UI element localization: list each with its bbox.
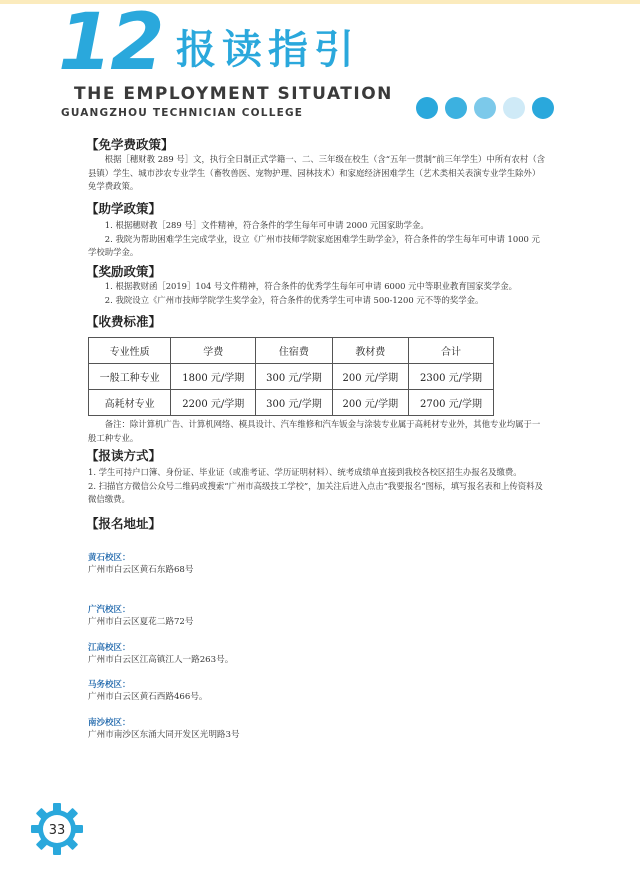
aid-item: 2. 我院为帮助困难学生完成学业，设立《广州市技师学院家庭困难学生助学金》，符合条件的学生每年可申请 1000 元学校助学金。: [88, 233, 540, 257]
table-row: [89, 364, 494, 390]
campus-address: 广州市白云区黄石西路466号。: [88, 692, 208, 702]
fee-note: [88, 418, 548, 445]
column-header: 学费: [171, 338, 256, 364]
campus-address: 广州市南沙区东涌大同开发区光明路3号: [88, 730, 240, 740]
fee-table: [88, 337, 494, 416]
campus-name: 马务校区：: [88, 680, 131, 690]
campus-address: 广州市白云区江高镇江人一路263号。: [88, 655, 234, 665]
column-header: 教材费: [332, 338, 408, 364]
dot-icon: [503, 97, 525, 119]
table-cell: 一般工种专业: [89, 364, 171, 390]
campus-name: 黄石校区：: [88, 553, 131, 563]
table-cell: 200 元/学期: [332, 390, 408, 416]
campus-name: 南沙校区：: [88, 718, 131, 728]
section-heading-aid: 【助学政策】: [86, 201, 162, 216]
column-header: 合计: [409, 338, 494, 364]
table-cell: 2700 元/学期: [409, 390, 494, 416]
section-heading-scholarship: 【奖励政策】: [86, 264, 162, 279]
chapter-number: 12: [58, 0, 163, 88]
gear-icon: [30, 802, 84, 856]
aid-policy-list: [88, 219, 548, 260]
page-title: 报读指引: [176, 27, 360, 73]
scholarship-policy-list: [88, 280, 548, 307]
section-heading-fees: 【收费标准】: [86, 314, 162, 329]
apply-method-list: [88, 466, 548, 507]
dot-icon: [445, 97, 467, 119]
table-cell: 300 元/学期: [256, 390, 332, 416]
fee-note-text: 备注：除计算机广告、计算机网络、模具设计、汽车维修和汽车钣金与涂装专业属于高耗材专业外，其他专业均属于一般工种专业。: [88, 419, 541, 443]
apply-item: 1. 学生可持户口簿、身份证、毕业证（或准考证、学历证明材料）、统考成绩单直接到我校各校区招生办报名及缴费。: [88, 467, 522, 477]
tuition-paragraph: 根据［穗财教 289 号］文，执行全日制正式学籍一、二、三年级在校生（含“五年一贯制”前三年学生）中所有农村（含县镇）学生、城市涉农专业学生（畜牧兽医、宠物护理、园林技术）和家庭经济困难学生（艺术类相关表演专业学生除外）免学费政策。: [88, 154, 546, 191]
scholarship-item: 2. 我院设立《广州市技师学院学生奖学金》，符合条件的优秀学生可申请 500-1200 元不等的奖学金。: [104, 294, 484, 305]
campus-address: 广州市白云区黄石东路68号: [88, 565, 194, 575]
section-heading-tuition: 【免学费政策】: [86, 137, 174, 152]
table-row: [89, 390, 494, 416]
dot-icon: [532, 97, 554, 119]
apply-item: 2. 扫描官方微信公众号二维码或搜索“广州市高级技工学校”，加关注后进入点击“我要报名”图标，填写报名表和上传资料及微信缴费。: [88, 480, 543, 504]
section-heading-apply: 【报读方式】: [86, 448, 162, 463]
dot-icon: [474, 97, 496, 119]
tuition-policy-text: [88, 153, 548, 194]
column-header: 住宿费: [256, 338, 332, 364]
dot-icon: [416, 97, 438, 119]
table-cell: 高耗材专业: [89, 390, 171, 416]
column-header: 专业性质: [89, 338, 171, 364]
aid-item: 1. 根据穗财教［289 号］文件精神，符合条件的学生每年可申请 2000 元国家助学金。: [104, 220, 429, 230]
campus-name: 江高校区：: [88, 643, 131, 653]
section-heading-address: 【报名地址】: [86, 516, 162, 531]
campus-address: 广州市白云区夏花二路72号: [88, 617, 194, 627]
english-subtitle: GUANGZHOU TECHNICIAN COLLEGE: [61, 107, 304, 119]
table-cell: 2200 元/学期: [171, 390, 256, 416]
english-title: THE EMPLOYMENT SITUATION: [74, 84, 393, 104]
page-number: 33: [48, 823, 66, 838]
scholarship-item: 1. 根据教财函［2019］104 号文件精神，符合条件的优秀学生每年可申请 6000 元中等职业教育国家奖学金。: [104, 281, 518, 291]
table-header-row: [89, 338, 494, 364]
table-cell: 1800 元/学期: [171, 364, 256, 390]
table-cell: 200 元/学期: [332, 364, 408, 390]
table-cell: 300 元/学期: [256, 364, 332, 390]
campus-name: 广汽校区：: [88, 605, 131, 615]
table-cell: 2300 元/学期: [409, 364, 494, 390]
